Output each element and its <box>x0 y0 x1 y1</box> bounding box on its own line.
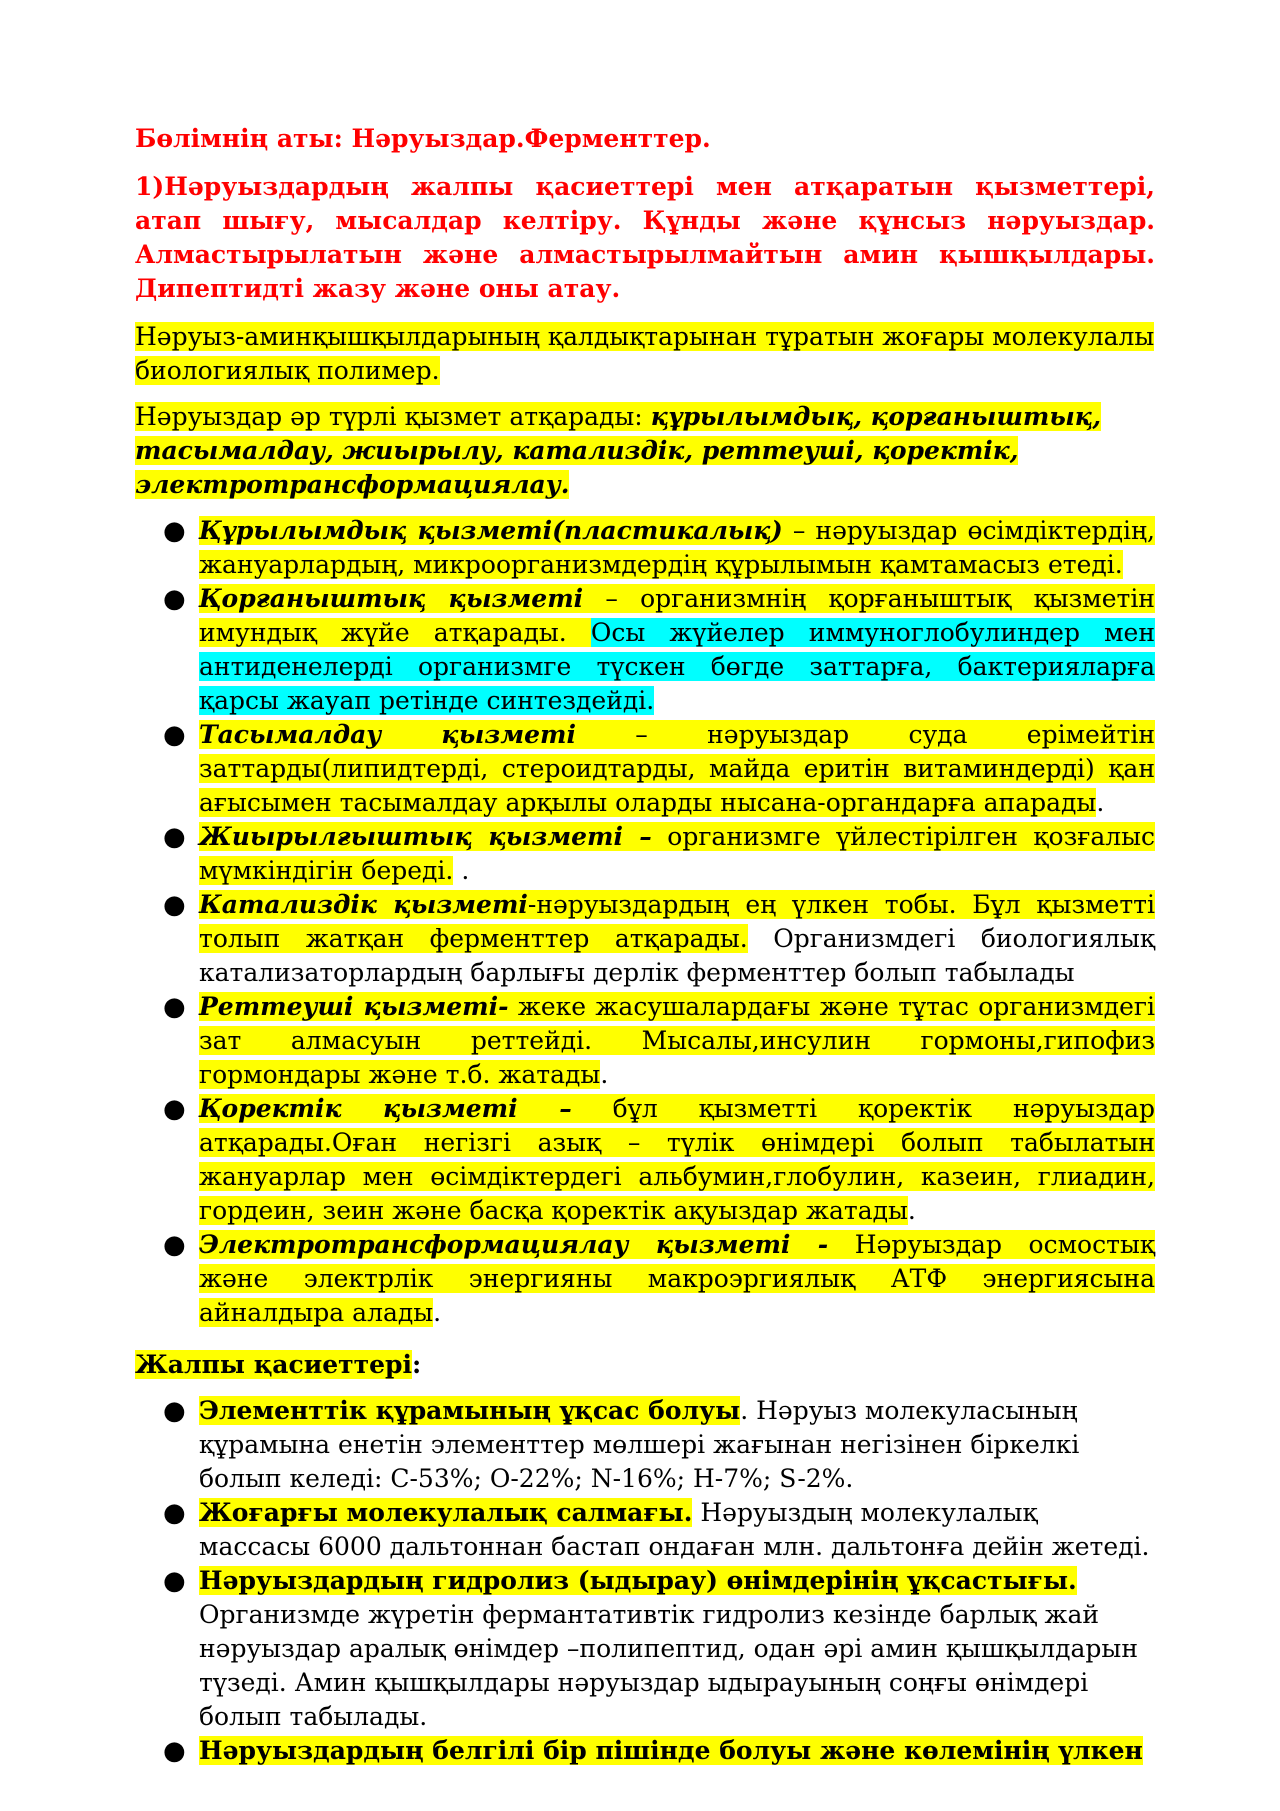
property-text: Организмде жүретін фермантативтік гидролиз кезінде барлық жай нәруыздар аралық өнімдер –полипептид, одан әрі амин қышқылдарын түзеді. Амин қышқылдары нәруыздар ыдырауының соңғы өнімдері болып табылады. <box>199 1600 1138 1731</box>
function-text: Нәруыздар осмостық және электрлік энергияны макроэргиялық АТФ энергиясына айналдыра алады <box>199 1230 1155 1327</box>
bullet-icon: ● <box>163 822 186 852</box>
functions-intro <box>135 400 1155 502</box>
function-item-regulatory <box>135 990 1155 1092</box>
function-item-transport <box>135 718 1155 820</box>
properties-heading-colon: : <box>412 1350 422 1379</box>
function-text: организмге үйлестірілген қозғалыс мүмкіндігін береді. <box>199 822 1156 885</box>
function-item-catalytic <box>135 888 1155 990</box>
property-item-elemental <box>135 1394 1155 1496</box>
functions-intro-lead: Нәруыздар әр түрлі қызмет атқарады: <box>135 402 651 431</box>
properties-heading <box>135 1348 1155 1382</box>
question-heading: 1)Нәруыздардың жалпы қасиеттері мен атқаратын қызметтері, атап шығу, мысалдар келтіру. Құнды және құнсыз нәруыздар. Алмастырылатын және алмастырылмайтын амин қышқылдары. Дипептидті жазу және оны атау. <box>135 172 1155 303</box>
bullet-icon: ● <box>163 1094 186 1124</box>
definition-text: Нәруыз-аминқышқылдарының қалдықтарынан тұратын жоғары молекулалы биологиялық полимер. <box>135 322 1155 385</box>
property-term: Нәруыздардың белгілі бір пішінде болуы және көлемінің үлкен <box>199 1736 1143 1765</box>
property-text: . Нәруыз молекуласының құрамына енетін элементтер мөлшері жағынан негізінен біркелкі болып келеді: С-53%; О-22%; N-16%; H-7%; S-2%. <box>199 1396 1080 1493</box>
function-tail: . <box>453 856 470 885</box>
function-item-contractile <box>135 820 1155 888</box>
function-text: – нәруыздар өсімдіктердің, жануарлардың, микроорганизмдердің құрылымын қамтамасыз етеді. <box>199 516 1155 579</box>
bullet-icon: ● <box>163 516 186 546</box>
property-item-hydrolysis <box>135 1564 1155 1734</box>
property-item-molecular-weight <box>135 1496 1155 1564</box>
function-tail: Организмдегі биологиялық катализаторлардың барлығы дерлік ферменттер болып табылады <box>199 924 1155 987</box>
bullet-icon: ● <box>163 1736 186 1766</box>
bullet-icon: ● <box>163 992 186 1022</box>
function-text: жеке жасушалардағы және тұтас организмдегі зат алмасуын реттейді. Мысалы,инсулин гормоны,гипофиз гормондары және т.б. жатады <box>199 992 1155 1089</box>
function-tail: . <box>433 1298 442 1327</box>
property-term: Элементтік құрамының ұқсас болуы <box>199 1396 741 1425</box>
function-term: Электротрансформациялау қызметі - <box>199 1230 829 1259</box>
section-title: Бөлімнің аты: Нәруыздар.Ферменттер. <box>135 124 711 153</box>
bullet-icon: ● <box>163 584 186 614</box>
function-text: – нәруыздар суда ерімейтін заттарды(липидтерді, стероидтарды, майда еритін витаминдерді) қан ағысымен тасымалдау арқылы оларды нысана-органдарға апарады <box>199 720 1155 817</box>
function-item-protective <box>135 582 1155 718</box>
property-item-shape <box>135 1734 1155 1768</box>
function-text-cyan: Осы жүйелер иммуноглобулиндер мен антиденелерді организмге түскен бөгде заттарға, бактерияларға қарсы жауап ретінде синтездейді. <box>199 618 1155 715</box>
function-term: Катализдік қызметі <box>199 890 528 919</box>
function-text: бұл қызметті қоректік нәруыздар атқарады.Оған негізгі азық – түлік өнімдері болып табылатын жануарлар мен өсімдіктердегі альбумин,глобулин, казеин, глиадин, гордеин, зеин және басқа қоректік ақуыздар жатады <box>199 1094 1155 1225</box>
bullet-icon: ● <box>163 720 186 750</box>
property-term: Жоғарғы молекулалық салмағы. <box>199 1498 693 1527</box>
function-term: Тасымалдау қызметі <box>199 720 576 749</box>
function-item-structural <box>135 514 1155 582</box>
protein-definition <box>135 320 1155 388</box>
bullet-icon: ● <box>163 890 186 920</box>
function-term: Жиырылғыштық қызметі – <box>199 822 652 851</box>
functions-intro-list: құрылымдық, қорғаныштық, тасымалдау, жиырылу, катализдік, реттеуші, қоректік, электротрансформациялау. <box>135 402 1102 499</box>
document-body <box>135 122 1155 1782</box>
function-term: Құрылымдық қызметі(пластикалық) <box>199 516 783 545</box>
function-term: Реттеуші қызметі- <box>199 992 509 1021</box>
function-text: – организмнің қорғаныштық қызметін имундық жүйе атқарады. <box>199 584 1155 647</box>
property-term: Нәруыздардың гидролиз (ыдырау) өнімдерінің ұқсастығы. <box>199 1566 1077 1595</box>
function-item-nutritional <box>135 1092 1155 1228</box>
function-term: Қорғаныштық қызметі <box>199 584 584 613</box>
bullet-icon: ● <box>163 1396 186 1426</box>
properties-heading-text: Жалпы қасиеттері <box>135 1350 413 1379</box>
function-term: Қоректік қызметі – <box>199 1094 572 1123</box>
bullet-icon: ● <box>163 1230 186 1260</box>
function-tail: . <box>600 1060 609 1089</box>
bullet-icon: ● <box>163 1498 186 1528</box>
bullet-icon: ● <box>163 1566 186 1596</box>
function-tail: . <box>1096 788 1105 817</box>
functions-list <box>135 514 1155 1330</box>
function-item-electrotransformation <box>135 1228 1155 1330</box>
property-text: Нәруыздың молекулалық массасы 6000 дальтоннан бастап ондаған млн. дальтонға дейін жетеді. <box>199 1498 1150 1561</box>
properties-list <box>135 1394 1155 1768</box>
function-tail: . <box>907 1196 916 1225</box>
function-text: -нәруыздардың ең үлкен тобы. Бұл қызметті толып жатқан ферменттер атқарады. <box>199 890 1155 953</box>
